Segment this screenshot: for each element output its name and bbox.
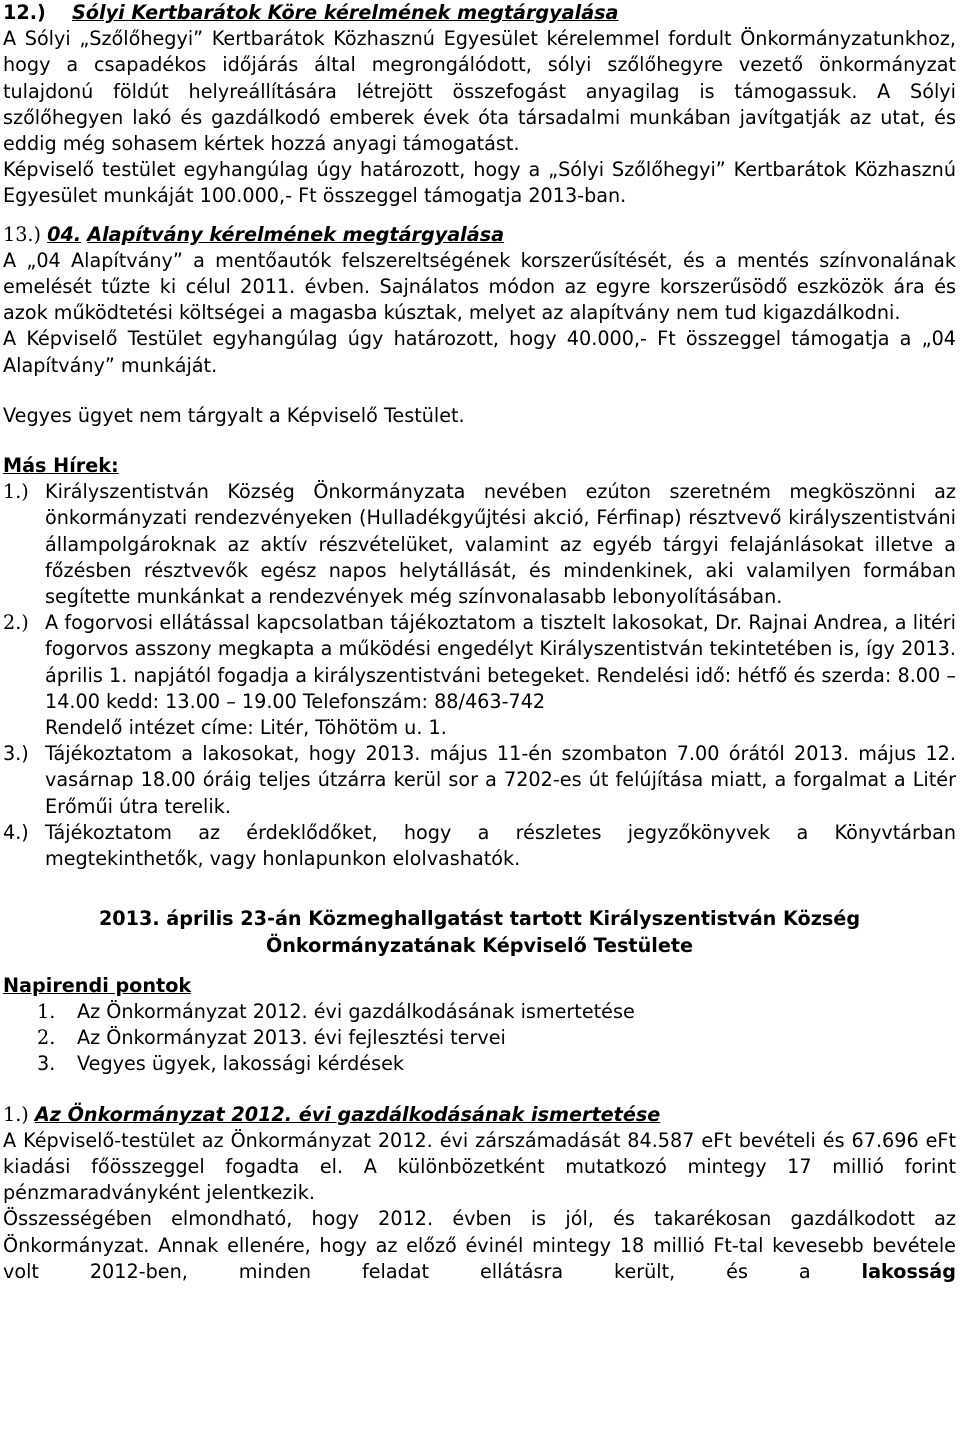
section-1-heading	[3, 1102, 956, 1128]
news-item-number: 1.)	[3, 480, 29, 504]
news-item-text: Királyszentistván Község Önkormányzata nevében ezúton szeretném megköszönni az önkormányzati rendezvényeken (Hulladékgyűjtési akció, Férfinap) résztvevő királyszentistváni állampolgároknak az aktív részvételüket, valamint az egyéb tárgyi felajánlásokat illetve a főzésben résztvevők egész napos helytállását, és mindenkinek, aki valamilyen formában segítette munkánkat a rendezvények még színvonalasabb lebonyolításában.	[45, 480, 956, 609]
section-12-paragraph-1: A Sólyi „Szőlőhegyi” Kertbarátok Közhasznú Egyesület kérelemmel fordult Önkormányzatunkhoz, hogy a csapadékos időjárás által megrongálódott, sólyi szőlőhegyre vezető önkormányzat tulajdonú földút helyreállítására létrejött összefogást anyagilag is támogassuk. A Sólyi szőlőhegyen lakó és gazdálkodó emberek évek óta társadalmi munkában javítgatják az utat, és eddig még sohasem kértek hozzá anyagi támogatást.	[3, 27, 956, 156]
section-13-heading	[3, 222, 956, 248]
section-12-heading	[3, 0, 956, 26]
news-item-extra: Rendelő intézet címe: Litér, Töhötöm u. 1.	[45, 716, 447, 740]
section-12-paragraph-2: Képviselő testület egyhangúlag úgy határozott, hogy a „Sólyi Szőlőhegyi” Kertbarátok Közhasznú Egyesület munkáját 100.000,- Ft összeggel támogatja 2013-ban.	[3, 158, 956, 208]
news-item-text: Tájékoztatom az érdeklődőket, hogy a részletes jegyzőkönyvek a Könyvtárban megtekinthetők, vagy honlapunkon elolvashatók.	[45, 820, 956, 871]
section-title: Sólyi Kertbarátok Köre kérelmének megtárgyalása	[71, 1, 619, 24]
section-13-paragraph-2: A Képviselő Testület egyhangúlag úgy határozott, hogy 40.000,- Ft összeggel támogatja a „04 Alapítvány” munkáját.	[3, 327, 956, 377]
agenda-item-number: 1.	[37, 999, 56, 1023]
misc-note: Vegyes ügyet nem tárgyalt a Képviselő Testület.	[3, 403, 465, 427]
section-title: Alapítvány kérelmének megtárgyalása	[87, 222, 505, 246]
agenda-item-number: 2.	[37, 1026, 56, 1050]
news-item-number: 2.)	[3, 611, 29, 635]
news-item-number: 3.)	[3, 742, 29, 766]
news-section	[3, 453, 956, 872]
section-title-number: 04.	[47, 222, 82, 246]
section-1	[3, 1102, 956, 1285]
section-13-paragraph-1: A „04 Alapítvány” a mentőautók felszereltségének korszerűsítését, és a mentés színvonalának emelését tűzte ki célul 2011. évben. Sajnálatos módon az egyre korszerűsödő eszközök ára és azok működtetési költségei a magasba kúsztak, melyet az alapítvány nem tud kigazdálkodni.	[3, 248, 956, 325]
agenda-item	[37, 1051, 956, 1077]
section-1-paragraph-2-bold: lakosság	[861, 1259, 956, 1283]
news-item	[3, 610, 956, 741]
news-item-text: A fogorvosi ellátással kapcsolatban tájékoztatom a tisztelt lakosokat, Dr. Rajnai Andrea, a litéri fogorvos asszony megkapta a működési engedélyt Királyszentistván tekintetében is, így 2013. április 1. napjától fogadja a királyszentistváni betegeket. Rendelési idő: hétfő és szerda: 8.00 – 14.00 kedd: 13.00 – 19.00 Telefonszám: 88/463-742	[45, 611, 956, 713]
section-number: 13.)	[3, 222, 42, 246]
hearing-title-line-1: 2013. április 23-án Közmeghallgatást tartott Királyszentistván Község	[98, 907, 861, 931]
agenda-item	[37, 1025, 956, 1051]
agenda-item-number: 3.	[37, 1052, 56, 1076]
news-title: Más Hírek:	[3, 454, 119, 478]
section-1-paragraph-1: A Képviselő-testület az Önkormányzat 2012. évi zárszámadását 84.587 eFt bevételi és 67.696 eFt kiadási főösszeggel fogadta el. A különbözetként mutatkozó mintegy 17 millió forint pénzmaradványként jelentkezik.	[3, 1128, 956, 1205]
agenda-item-text: Vegyes ügyek, lakossági kérdések	[77, 1052, 404, 1076]
agenda-item-text: Az Önkormányzat 2013. évi fejlesztési tervei	[77, 1026, 506, 1050]
section-13	[3, 222, 956, 379]
hearing-title-line-2: Önkormányzatának Képviselő Testülete	[265, 933, 694, 957]
section-number: 12.)	[3, 1, 46, 24]
news-item	[3, 741, 956, 820]
agenda-list	[3, 999, 956, 1078]
section-1-paragraph-2	[3, 1206, 956, 1285]
news-item-text: Tájékoztatom a lakosokat, hogy 2013. május 11-én szombaton 7.00 órától 2013. május 12. vasárnap 18.00 óráig teljes útzárra kerül sor a 7202-es út felújítása miatt, a forgalmat a Litér Erőműi útra terelik.	[45, 742, 956, 818]
agenda-item	[37, 999, 956, 1025]
section-title: Az Önkormányzat 2012. évi gazdálkodásának ismertetése	[34, 1102, 661, 1126]
hearing-section	[3, 906, 956, 1077]
news-item	[3, 820, 956, 872]
news-list	[3, 479, 956, 872]
section-number: 1.)	[3, 1102, 29, 1126]
section-1-paragraph-2-text: Összességében elmondható, hogy 2012. évben is jól, és takarékosan gazdálkodott az Önkormányzat. Annak ellenére, hogy az előző évinél mintegy 18 millió Ft-tal kevesebb bevétele volt 2012-ben, minden feladat ellátásra került, és a	[3, 1207, 956, 1283]
agenda-item-text: Az Önkormányzat 2012. évi gazdálkodásának ismertetése	[77, 999, 635, 1023]
news-item-number: 4.)	[3, 820, 29, 844]
news-item	[3, 479, 956, 610]
section-12	[3, 0, 956, 210]
agenda-title: Napirendi pontok	[3, 973, 192, 997]
